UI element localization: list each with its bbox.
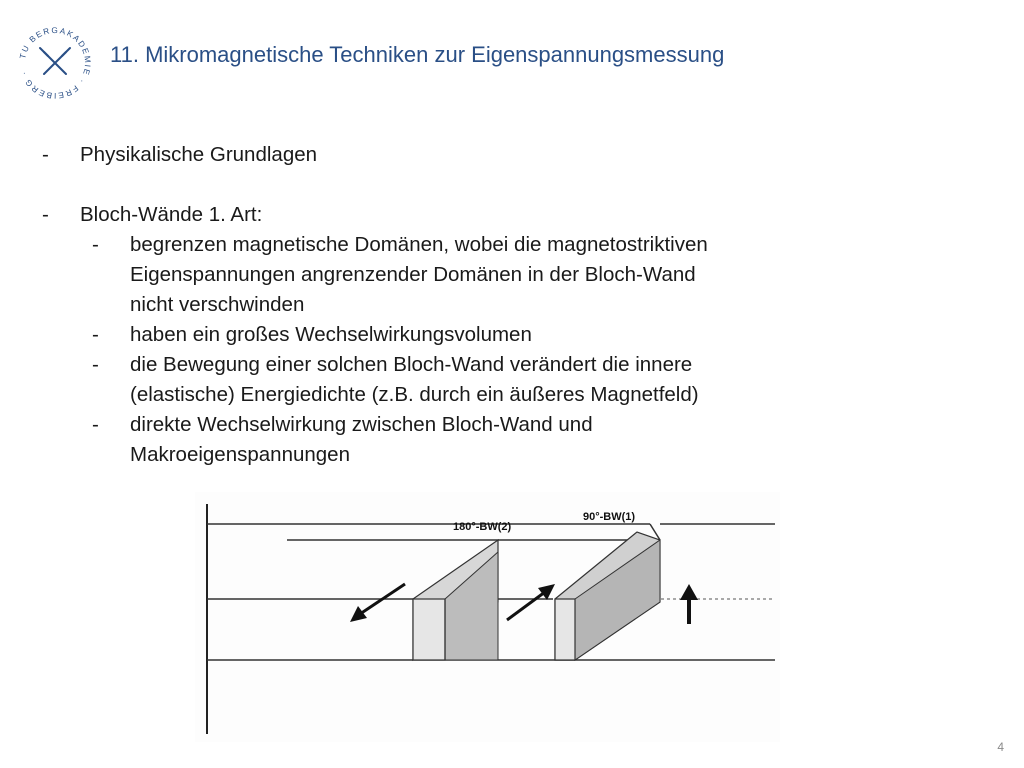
page-number: 4 (997, 740, 1004, 754)
bloch-wall-diagram (195, 492, 780, 742)
svg-text:TU BERGAKADEMIE · FREIBERG ·: TU BERGAKADEMIE · FREIBERG · (18, 25, 93, 101)
bullet-line: nicht verschwinden (130, 293, 305, 316)
slide-title: 11. Mikromagnetische Techniken zur Eigenspannungsmessung (110, 42, 725, 67)
bullet-dash: - (42, 203, 49, 226)
bullet-line: begrenzen magnetische Domänen, wobei die magnetostriktiven (130, 233, 708, 256)
bullet-dash: - (92, 413, 99, 436)
sub-bullet-4 (42, 410, 942, 470)
bullet-line: haben ein großes Wechselwirkungsvolumen (130, 323, 532, 346)
bullet-dash: - (92, 353, 99, 376)
label-90-wall: 90°-BW(1) (583, 511, 636, 523)
sub-bullet-1 (42, 230, 942, 320)
bullet-dash: - (92, 233, 99, 256)
bullet-dash: - (42, 143, 49, 166)
slide-content (42, 140, 942, 470)
bullet-text: Bloch-Wände 1. Art: (80, 203, 263, 226)
bullet-line: direkte Wechselwirkung zwischen Bloch-Wand und (130, 413, 593, 436)
bullet-line: Eigenspannungen angrenzender Domänen in der Bloch-Wand (130, 263, 696, 286)
bullet-line: die Bewegung einer solchen Bloch-Wand verändert die innere (130, 353, 693, 376)
sub-bullet-2 (42, 320, 942, 350)
bullet-physical-basics (42, 140, 942, 170)
university-seal-logo (14, 22, 96, 104)
bullet-bloch-walls (42, 200, 942, 230)
bullet-text: Physikalische Grundlagen (80, 143, 318, 166)
bullet-line: Makroeigenspannungen (130, 443, 350, 466)
sub-bullet-3 (42, 350, 942, 410)
bullet-dash: - (92, 323, 99, 346)
label-180-wall: 180°-BW(2) (453, 521, 512, 533)
bullet-line: (elastische) Energiedichte (z.B. durch ein äußeres Magnetfeld) (130, 383, 699, 406)
